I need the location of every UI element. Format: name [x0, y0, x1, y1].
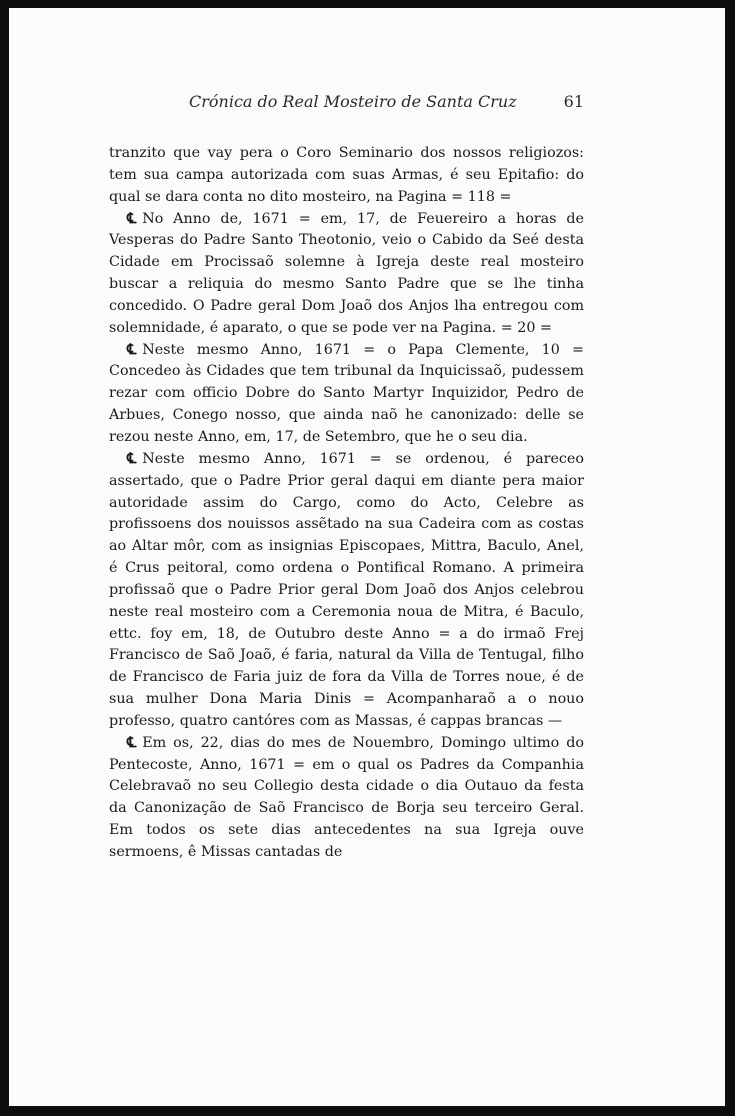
paragraph-text: No Anno de, 1671 = em, 17, de Feuereiro a horas de Vesperas do Padre Santo Theotonio, veio o Cabido da Seé desta Cidade em Procissaõ solemne à Igreja deste real mosteiro buscar a reliquia do mesmo Santo Padre que se lhe tinha concedido. O Padre geral Dom Joaõ dos Anjos lha entregou com solemnidade, é aparato, o que se pode ver na Pagina. = 20 =: [109, 210, 584, 336]
paragraph-3: [109, 340, 584, 449]
book-page: [9, 8, 725, 1106]
running-header: [179, 92, 584, 118]
running-title: Crónica do Real Mosteiro de Santa Cruz: [189, 92, 517, 111]
paragraph-4: [109, 449, 584, 733]
paragraph-5: [109, 733, 584, 864]
text-body: [109, 143, 584, 864]
paragraph-1: [109, 143, 584, 209]
paragraph-text: tranzito que vay pera o Coro Seminario dos nossos religiozos: tem sua campa autorizada com suas Armas, é seu Epitafio: do qual se dara conta no dito mosteiro, na Pagina = 118 =: [109, 145, 584, 205]
paragraph-text: Neste mesmo Anno, 1671 = o Papa Clemente, 10 = Concedeo às Cidades que tem tribunal da Inquicissaõ, pudessem rezar com officio Dobre do Santo Martyr Inquizidor, Pedro de Arbues, Conego nosso, que ainda naõ he canonizado: delle se rezou neste Anno, em, 17, de Setembro, que he o seu dia.: [109, 341, 584, 445]
paragraph-2: [109, 209, 584, 340]
paragraph-text: Em os, 22, dias do mes de Nouembro, Domingo ultimo do Pentecoste, Anno, 1671 = em o qual os Padres da Companhia Celebravaõ no seu Collegio desta cidade o dia Outauo da festa da Canonização de Saõ Francisco de Borja seu terceiro Geral. Em todos os sete dias antecedentes na sua Igreja ouve sermoens, ê Missas cantadas de: [109, 734, 584, 860]
paragraph-mark-icon: ℄: [127, 450, 137, 467]
page-number: 61: [563, 92, 584, 111]
paragraph-text: Neste mesmo Anno, 1671 = se ordenou, é pareceo assertado, que o Padre Prior geral daqui em diante pera maior autoridade assim do Cargo, como do Acto, Celebre as profissoens dos nouissos assẽtado na sua Cadeira com as costas ao Altar môr, com as insignias Episcopaes, Mittra, Baculo, Anel, é Crus peitoral, como ordena o Pontifical Romano. A primeira profissaõ que o Padre Prior geral Dom Joaõ dos Anjos celebrou neste real mosteiro com a Ceremonia noua de Mitra, é Baculo, ettc. foy em, 18, de Outubro deste Anno = a do irmaõ Frej Francisco de Saõ Joaõ, é faria, natural da Villa de Tentugal, filho de Francisco de Faria juiz de fora da Villa de Torres noue, é de sua mulher Dona Maria Dinis = Acompanharaõ a o nouo professo, quatro cantóres com as Massas, é cappas brancas —: [109, 450, 584, 729]
paragraph-mark-icon: ℄: [127, 341, 137, 358]
paragraph-mark-icon: ℄: [127, 734, 137, 751]
paragraph-mark-icon: ℄: [127, 210, 137, 227]
